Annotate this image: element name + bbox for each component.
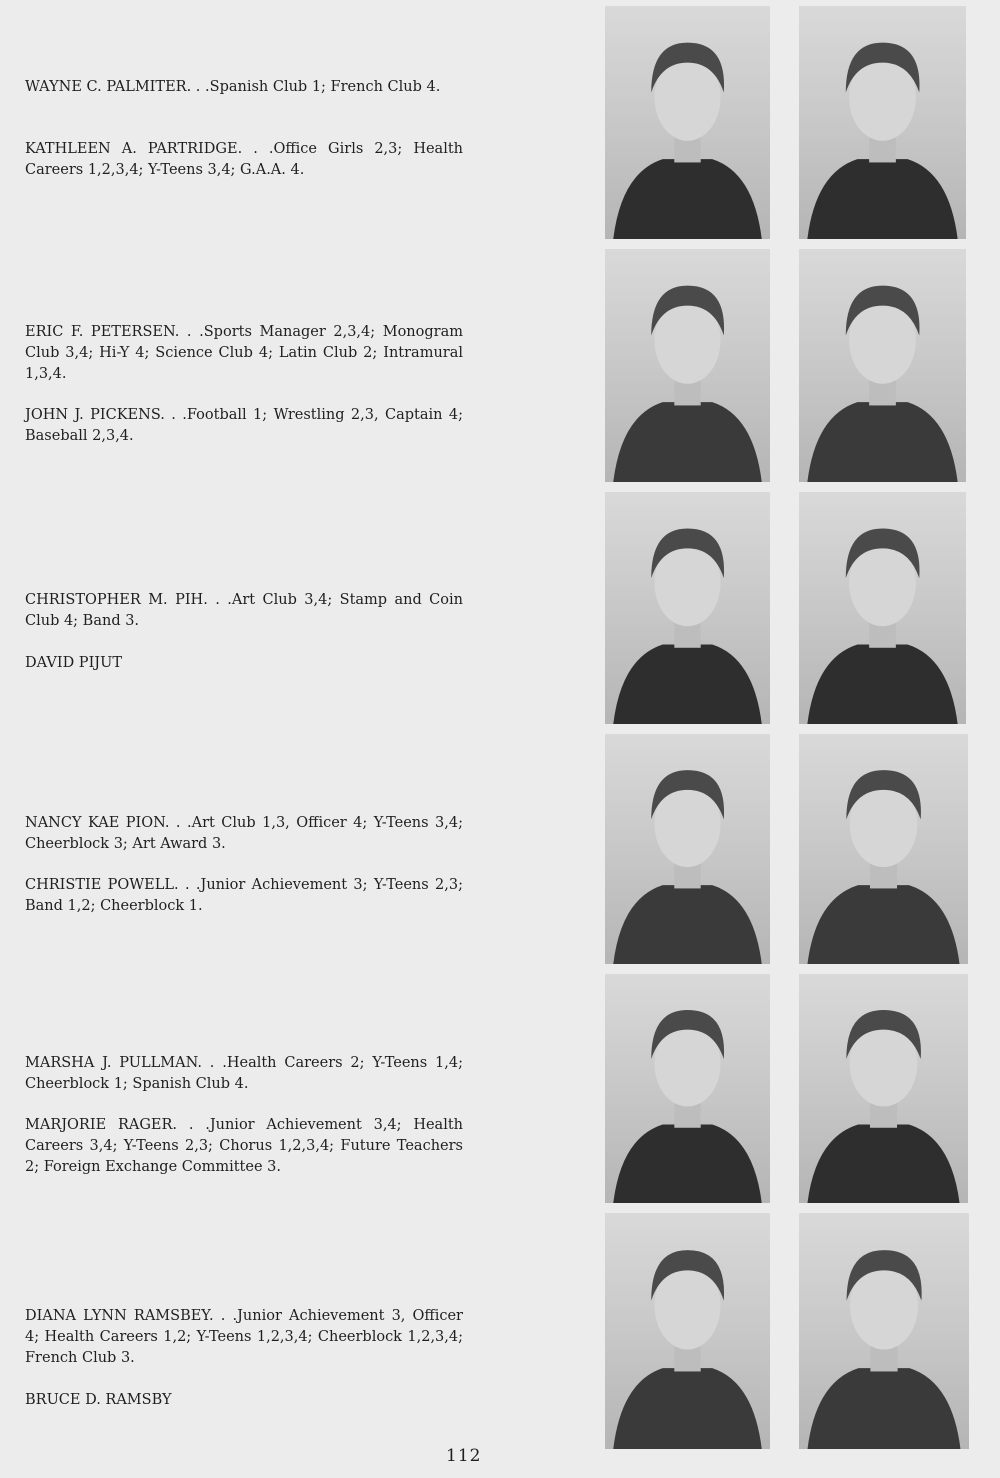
entry-pion: NANCY KAE PION. . .Art Club 1,3, Officer 4; Y-Teens 3,4; Cheerblock 3; Art Award 3. bbox=[25, 815, 463, 852]
portrait-pickens bbox=[799, 249, 966, 482]
portrait-ramsbey bbox=[605, 1213, 770, 1449]
entry-rager: MARJORIE RAGER. . .Junior Achievement 3,4; Health Careers 3,4; Y-Teens 2,3; Chorus 1,2,3,4; Future Teachers 2; Foreign Exchange Committee 3. bbox=[25, 1117, 463, 1175]
portrait-silhouette bbox=[605, 249, 770, 482]
entry-pih: CHRISTOPHER M. PIH. . .Art Club 3,4; Stamp and Coin Club 4; Band 3. bbox=[25, 592, 463, 629]
entry-pickens: JOHN J. PICKENS. . .Football 1; Wrestling 2,3, Captain 4; Baseball 2,3,4. bbox=[25, 407, 463, 444]
portrait-partridge bbox=[799, 6, 966, 239]
entry-pijut: DAVID PIJUT bbox=[25, 655, 122, 671]
portrait-silhouette bbox=[605, 974, 770, 1203]
portrait-pih bbox=[605, 492, 770, 724]
portrait-rager bbox=[799, 974, 968, 1203]
portrait-powell bbox=[799, 734, 968, 964]
portrait-silhouette bbox=[799, 1213, 969, 1449]
portrait-pullman bbox=[605, 974, 770, 1203]
entry-ramsbey: DIANA LYNN RAMSBEY. . .Junior Achievement 3, Officer 4; Health Careers 1,2; Y-Teens 1,2,3,4; Cheerblock 1,2,3,4; French Club 3. bbox=[25, 1308, 463, 1366]
page-number: 112 bbox=[446, 1446, 482, 1466]
portrait-silhouette bbox=[799, 492, 966, 724]
portrait-silhouette bbox=[605, 1213, 770, 1449]
entry-pullman: MARSHA J. PULLMAN. . .Health Careers 2; Y-Teens 1,4; Cheerblock 1; Spanish Club 4. bbox=[25, 1055, 463, 1092]
portrait-ramsby bbox=[799, 1213, 969, 1449]
portrait-silhouette bbox=[799, 734, 968, 964]
portrait-palmiter bbox=[605, 6, 770, 239]
portrait-silhouette bbox=[799, 249, 966, 482]
entry-ramsby: BRUCE D. RAMSBY bbox=[25, 1392, 172, 1408]
portrait-silhouette bbox=[605, 6, 770, 239]
entry-powell: CHRISTIE POWELL. . .Junior Achievement 3; Y-Teens 2,3; Band 1,2; Cheerblock 1. bbox=[25, 877, 463, 914]
portrait-silhouette bbox=[605, 492, 770, 724]
entry-partridge: KATHLEEN A. PARTRIDGE. . .Office Girls 2,3; Health Careers 1,2,3,4; Y-Teens 3,4; G.A.A. 4. bbox=[25, 141, 463, 178]
portrait-silhouette bbox=[799, 974, 968, 1203]
portrait-pijut bbox=[799, 492, 966, 724]
portrait-silhouette bbox=[799, 6, 966, 239]
entry-petersen: ERIC F. PETERSEN. . .Sports Manager 2,3,4; Monogram Club 3,4; Hi-Y 4; Science Club 4; Latin Club 2; Intramural 1,3,4. bbox=[25, 324, 463, 382]
portrait-petersen bbox=[605, 249, 770, 482]
portrait-silhouette bbox=[605, 734, 770, 964]
entry-palmiter: WAYNE C. PALMITER. . .Spanish Club 1; French Club 4. bbox=[25, 79, 441, 95]
portrait-pion bbox=[605, 734, 770, 964]
